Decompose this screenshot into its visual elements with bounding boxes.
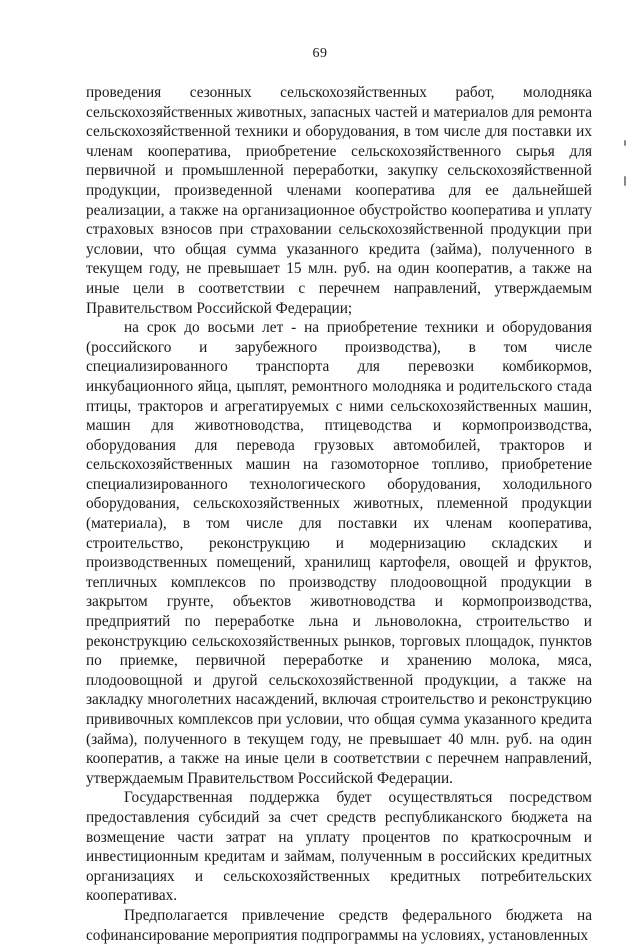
margin-scan-mark [624,176,626,186]
paragraph-federal-funding: Предполагается привлечение средств федерального бюджета на софинансирование мероприятия подпрограммы на условиях, установленных [86,906,592,944]
page-number: 69 [312,46,328,61]
paragraph-continuation: проведения сезонных сельскохозяйственных работ, молодняка сельскохозяйственных животных, запасных частей и материалов для ремонта сельскохозяйственной техники и оборудования, в том числе для поставки их членам кооператива, приобретение сельскохозяйственного сырья для первичной и промышленной переработки, закупку сельскохозяйственной продукции, произведенной членами кооператива для ее дальнейшей реализации, а также на организационное обустройство кооператива и уплату страховых взносов при страховании сельскохозяйственной продукции при условии, что общая сумма указанного кредита (займа), полученного в текущем году, не превышает 15 млн. руб. на один кооператив, а также на иные цели в соответствии с перечнем направлений, утверждаемым Правительством Российской Федерации; [86,84,592,317]
paragraph-state-support: Государственная поддержка будет осуществляться посредством предоставления субсидий за счет средств республиканского бюджета на возмещение части затрат на уплату процентов по краткосрочным и инвестиционным кредитам и займам, полученным в российских кредитных организациях и сельскохозяйственных кредитных потребительских кооперативах. [86,789,592,905]
margin-scan-mark [624,140,626,146]
paragraph-eight-year-term: на срок до восьми лет - на приобретение техники и оборудования (российского и зарубежного производства), в том числе специализированного транспорта для перевозки комбикормов, инкубационного яйца, цыплят, ремонтного молодняка и родительского стада птицы, тракторов и агрегатируемых с ними сельскохозяйственных машин, машин для животноводства, птицеводства и кормопроизводства, оборудования для перевода грузовых автомобилей, тракторов и сельскохозяйственных машин на газомоторное топливо, приобретение специализированного технологического оборудования, холодильного оборудования, сельскохозяйственных животных, племенной продукции (материала), в том числе для поставки их членам кооператива, строительство, реконструкцию и модернизацию складских и производственных помещений, хранилищ картофеля, овощей и фруктов, тепличных комплексов по производству плодоовощной продукции в закрытом грунте, объектов животноводства и кормопроизводства, предприятий по переработке льна и льноволокна, строительство и реконструкцию сельскохозяйственных рынков, торговых площадок, пунктов по приемке, первичной переработке и хранению молока, мяса, плодоовощной и другой сельскохозяйственной продукции, а также на закладку многолетних насаждений, включая строительство и реконструкцию прививочных комплексов при условии, что общая сумма указанного кредита (займа), полученного в текущем году, не превышает 40 млн. руб. на один кооператив, а также на иные цели в соответствии с перечнем направлений, утверждаемым Правительством Российской Федерации. [86,319,592,787]
document-body [86,83,592,945]
